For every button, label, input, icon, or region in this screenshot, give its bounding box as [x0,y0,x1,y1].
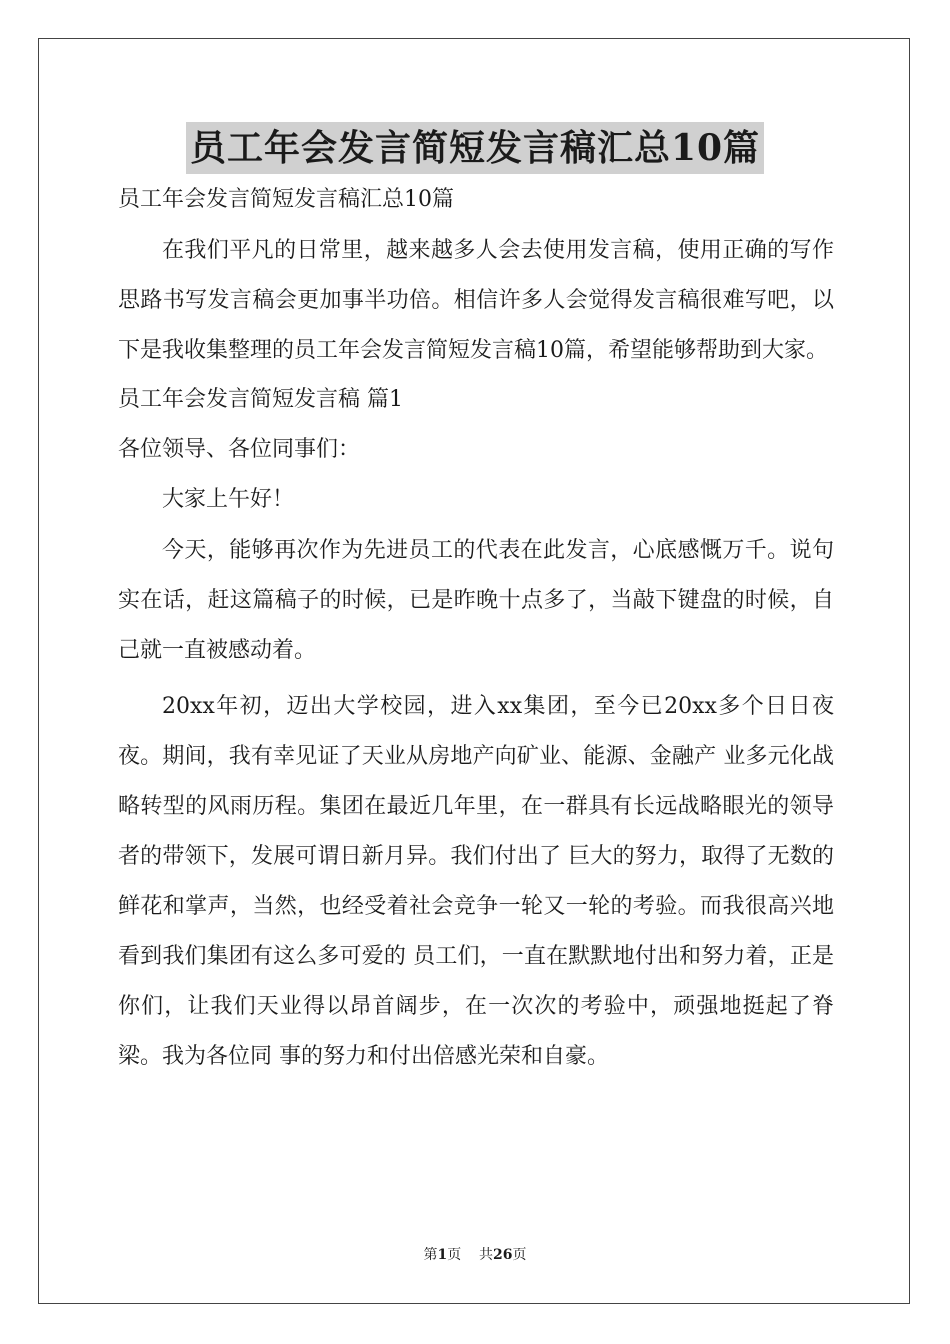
body-paragraph-1: 今天，能够再次作为先进员工的代表在此发言，心底感慨万千。说句实在话，赶这篇稿子的时候，已是昨晚十点多了，当敲下键盘的时候，自己就一直被感动着。 [118,538,834,663]
page-suffix: 页 [447,1247,462,1263]
total-suffix: 页 [512,1247,527,1263]
total-pages: 26 [493,1247,513,1263]
total-prefix: 共 [479,1247,494,1263]
page-number: 1 [437,1247,448,1263]
document-title: 员工年会发言简短发言稿汇总10篇 [186,122,764,174]
document-subtitle: 员工年会发言简短发言稿汇总10篇 [118,187,454,212]
page-prefix: 第 [423,1247,438,1263]
intro-paragraph: 在我们平凡的日常里，越来越多人会去使用发言稿，使用正确的写作思路书写发言稿会更加事半功倍。相信许多人会觉得发言稿很难写吧，以下是我收集整理的员工年会发言简短发言稿10篇，希望能够帮助到大家。 [118,238,834,363]
page-footer [0,1244,950,1264]
greeting: 大家上午好！ [162,487,295,512]
body-paragraph-2: 20xx年初，迈出大学校园，进入xx集团，至今已20xx多个日日夜夜。期间，我有幸见证了天业从房地产向矿业、能源、金融产 业多元化战略转型的风雨历程。集团在最近几年里，在一群具有长远战略眼光的领导者的带领下，发展可谓日新月异。我们付出了 巨大的努力，取得了无数的鲜花和掌声，当然，也经受着社会竞争一轮又一轮的考验。而我很高兴地看到我们集团有这么多可爱的 员工们，一直在默默地付出和努力着，正是你们，让我们天业得以昂首阔步，在一次次的考验中，顽强地挺起了脊梁。我为各位同 事的努力和付出倍感光荣和自豪。 [118,694,834,1069]
title-container [0,122,950,174]
salutation: 各位领导、各位同事们： [118,437,361,462]
section-heading: 员工年会发言简短发言稿 篇1 [118,387,403,412]
document-body [118,182,834,1082]
